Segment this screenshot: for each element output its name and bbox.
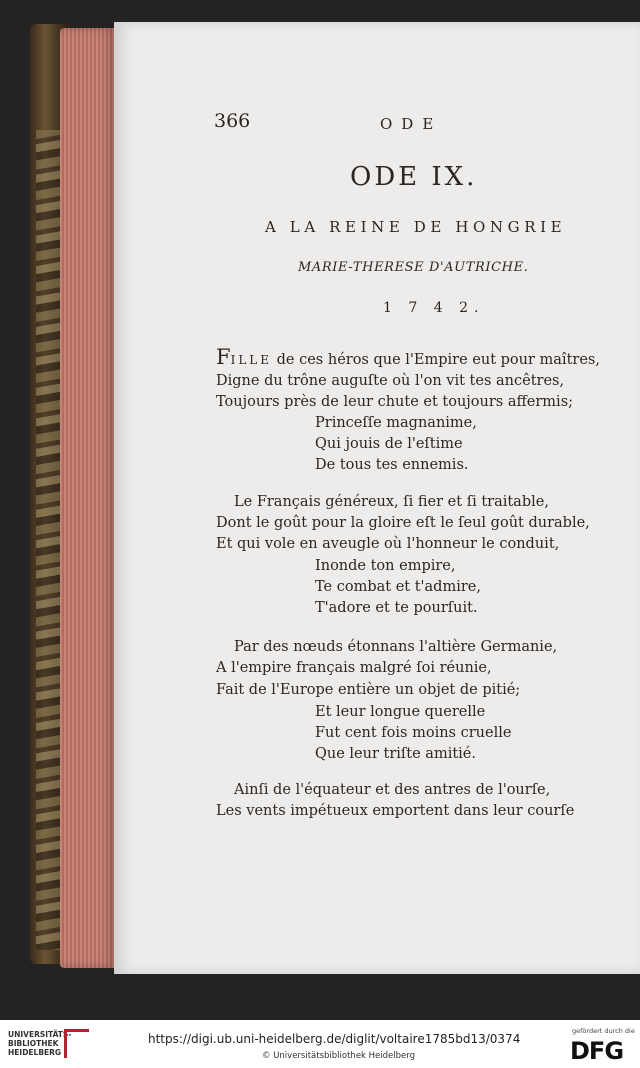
drop-capital: F	[216, 345, 231, 369]
verse-line: Le Français généreux, ſi fier et ſi traitable,	[234, 494, 549, 510]
ode-title: ODE IX.	[350, 162, 478, 192]
verse-line: Te combat et t'admire,	[315, 579, 481, 595]
verse-line: Dont le goût pour la gloire eſt le ſeul goût durable,	[216, 515, 590, 531]
verse-line: Inonde ton empire,	[315, 558, 456, 574]
ode-subtitle: A LA REINE DE HONGRIE	[265, 218, 567, 236]
copyright-notice: © Universitätsbibliothek Heidelberg	[262, 1051, 416, 1061]
verse-line: Princeſſe magnanime,	[315, 415, 477, 431]
verse-line: Et qui vole en aveugle où l'honneur le conduit,	[216, 536, 560, 552]
verse-line: De tous tes ennemis.	[315, 457, 469, 473]
dfg-logo: DFG	[570, 1037, 624, 1065]
small-caps-word: ILLE	[230, 353, 273, 367]
verse-line: Digne du trône auguſte où l'on vit tes ancêtres,	[216, 373, 565, 389]
verse-line: Les vents impétueux emportent dans leur courſe	[216, 803, 575, 819]
dedicatee: MARIE-THERESE D'AUTRICHE.	[298, 260, 529, 275]
verse-line: Ainſi de l'équateur et des antres de l'ourſe,	[234, 782, 551, 798]
verse-line: T'adore et te pourſuit.	[315, 600, 478, 616]
verse-line: A l'empire français malgré ſoi réunie,	[216, 660, 492, 676]
running-head: ODE	[380, 115, 443, 133]
library-logo-text: UNIVERSITÄTS- BIBLIOTHEK HEIDELBERG	[8, 1030, 72, 1057]
verse-line: Qui jouis de l'eſtime	[315, 436, 463, 452]
year: 1 7 4 2.	[383, 300, 485, 316]
funder-note: gefördert durch die	[572, 1027, 635, 1035]
verse-line: Fut cent fois moins cruelle	[315, 725, 512, 741]
verse-line: Que leur triſte amitié.	[315, 746, 476, 762]
page-edges	[60, 28, 116, 968]
marbled-cover-pattern	[36, 130, 60, 950]
verse-line: Par des nœuds étonnans l'altière Germanie,	[234, 639, 558, 655]
verse-line: Toujours près de leur chute et toujours affermis;	[216, 394, 574, 410]
verse-line: Et leur longue querelle	[315, 704, 486, 720]
library-logo-icon	[64, 1029, 89, 1058]
verse-line: Fait de l'Europe entière un objet de pitié;	[216, 682, 521, 698]
verse-line	[216, 345, 600, 369]
page-number: 366	[214, 110, 251, 132]
viewer-footer	[0, 1020, 640, 1068]
source-url-link[interactable]: https://digi.ub.uni-heidelberg.de/diglit/voltaire1785bd13/0374	[148, 1032, 521, 1046]
verse-line-rest: de ces héros que l'Empire eut pour maîtres,	[272, 352, 600, 368]
